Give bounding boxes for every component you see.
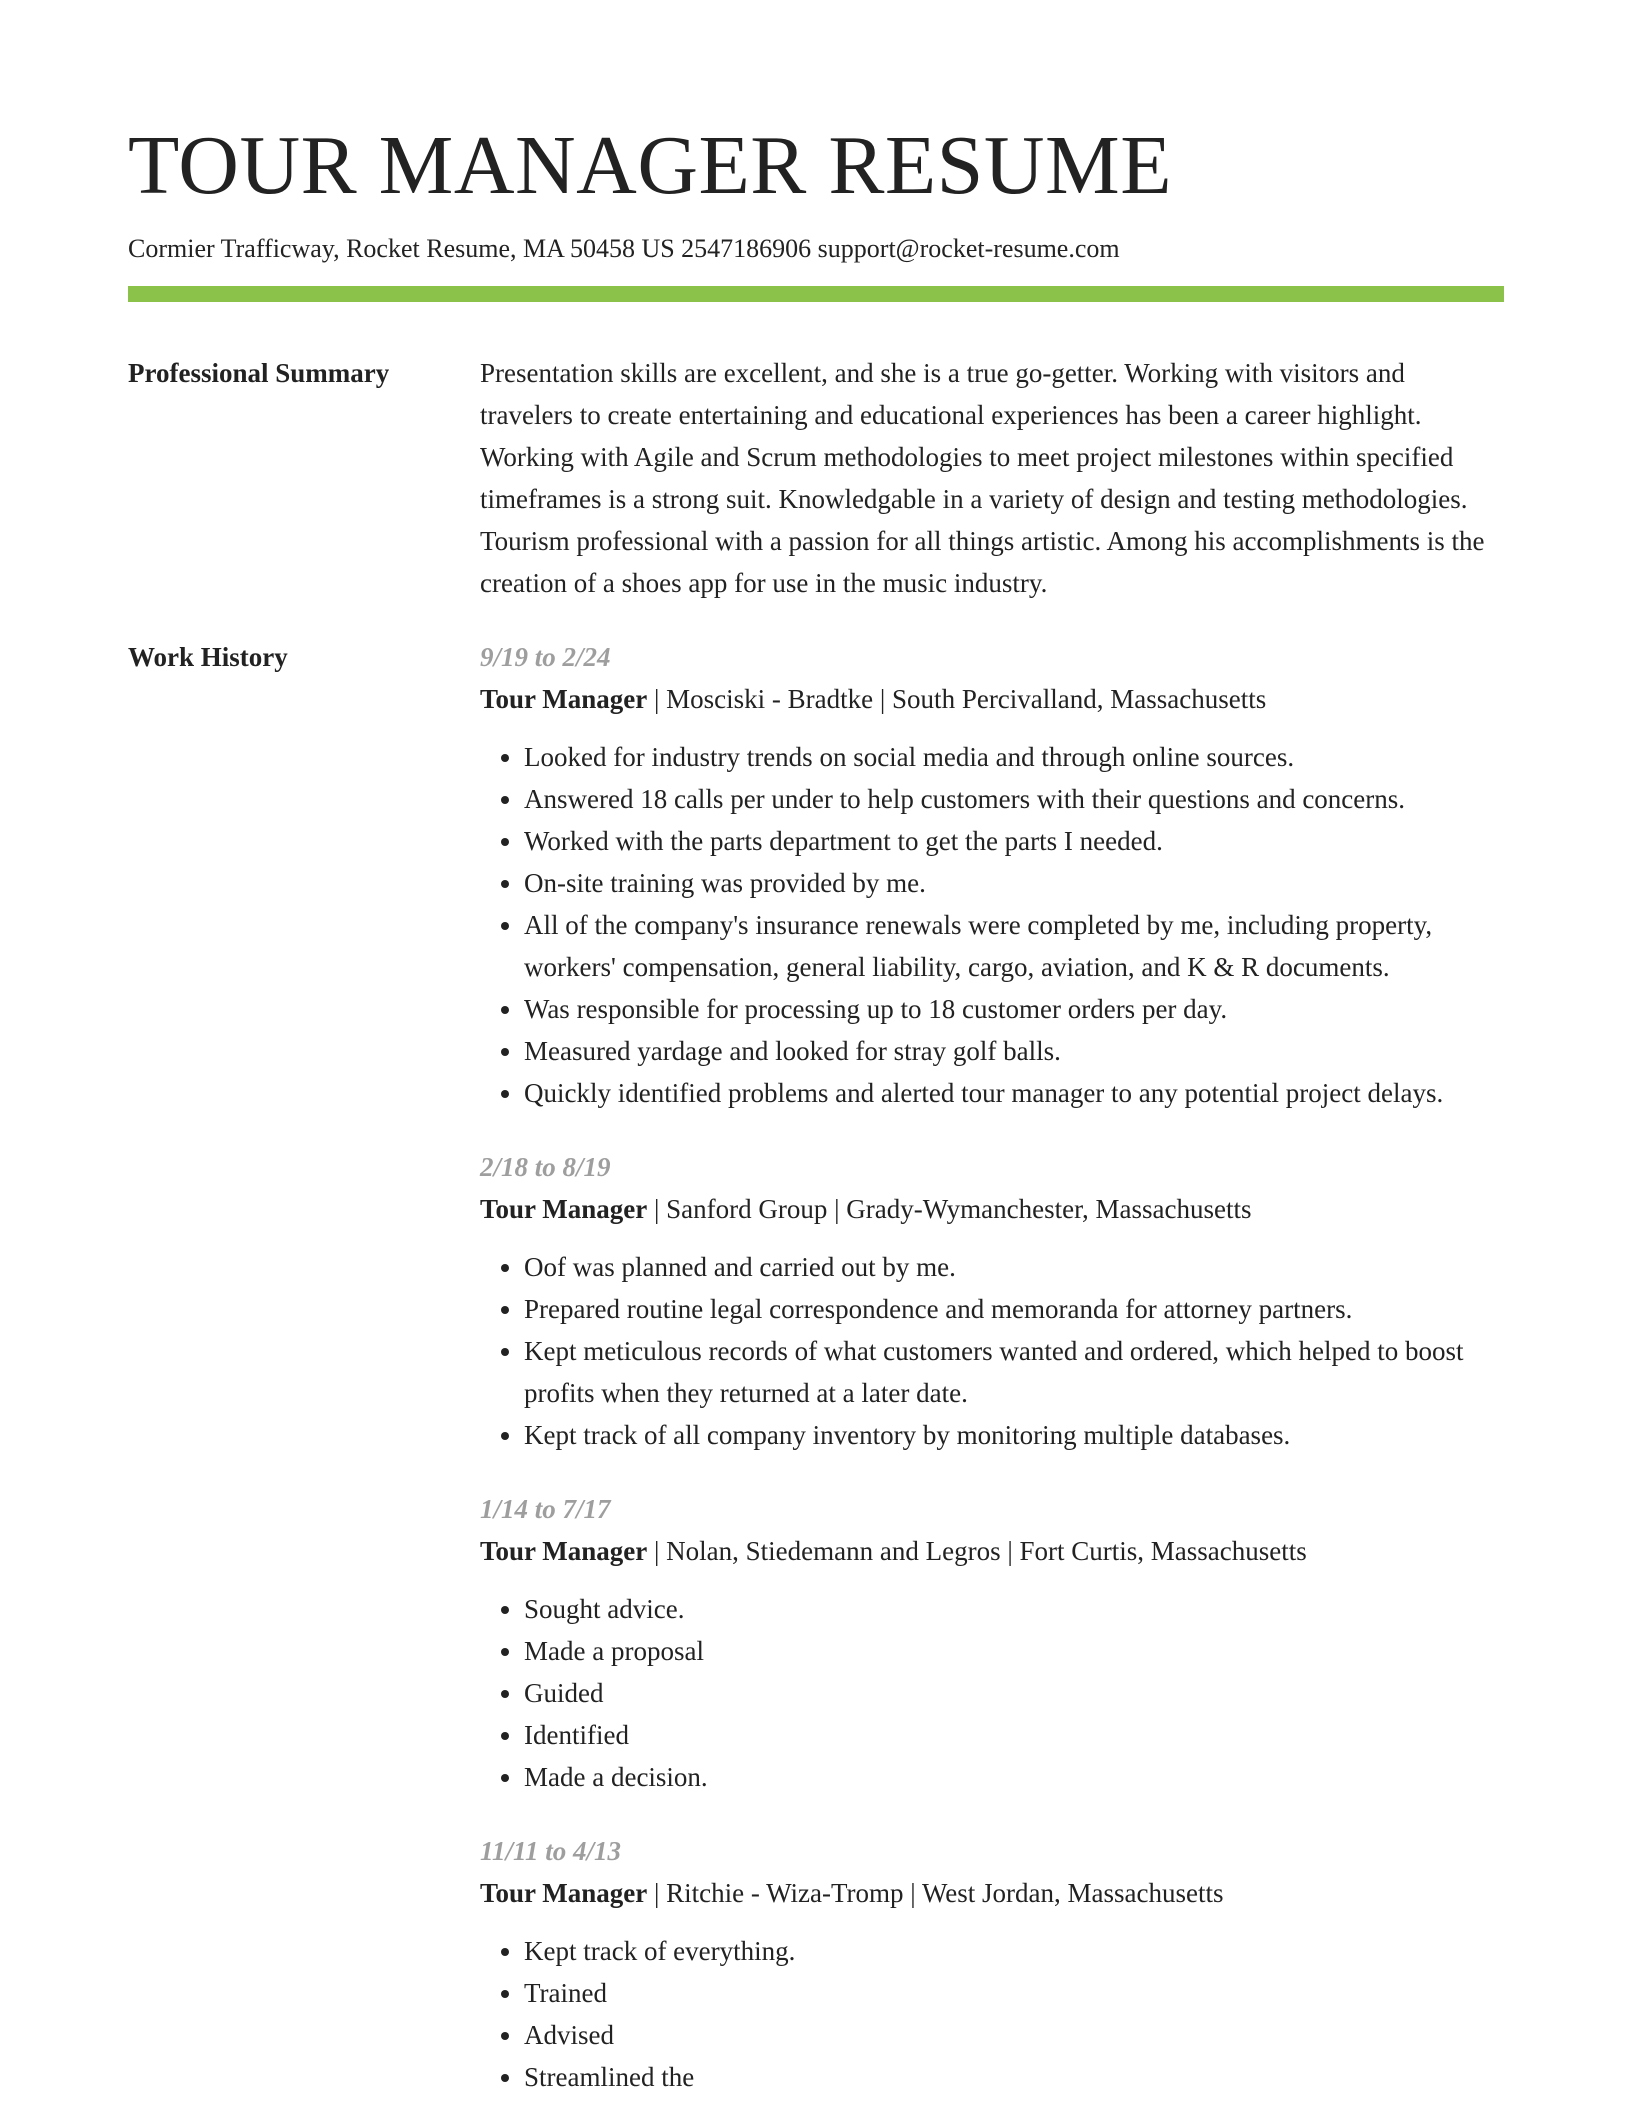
- professional-summary-section: [128, 352, 1504, 604]
- job-title: Tour Manager: [480, 1194, 648, 1225]
- job-bullet: • Kept track of everything.: [524, 1930, 1504, 1972]
- job-bullet: • All of the company's insurance renewals were completed by me, including property, workers' compensation, general liability, cargo, aviation, and K & R documents.: [524, 904, 1504, 988]
- job-company-location: | Mosciski - Bradtke | South Percivalland, Massachusetts: [647, 684, 1267, 715]
- job-bullet-list: [480, 736, 1504, 1114]
- job-bullet: • Made a proposal: [524, 1630, 1504, 1672]
- job-bullet: • Measured yardage and looked for stray golf balls.: [524, 1030, 1504, 1072]
- section-label-work-history: Work History: [128, 642, 288, 673]
- job-bullet: • Looked for industry trends on social media and through online sources.: [524, 736, 1504, 778]
- job-entry: [480, 636, 1504, 1114]
- job-entry: [480, 1146, 1504, 1456]
- job-heading: [480, 1188, 1504, 1230]
- job-bullet: • Quickly identified problems and alerted tour manager to any potential project delays.: [524, 1072, 1504, 1114]
- job-bullet-list: [480, 1588, 1504, 1798]
- job-dates: 9/19 to 2/24: [480, 642, 611, 673]
- job-company-location: | Sanford Group | Grady-Wymanchester, Massachusetts: [647, 1194, 1252, 1225]
- accent-divider: [128, 286, 1504, 302]
- job-bullet: • Worked with the parts department to get the parts I needed.: [524, 820, 1504, 862]
- job-heading: [480, 1872, 1504, 1914]
- job-bullet: • Was responsible for processing up to 18 customer orders per day.: [524, 988, 1504, 1030]
- job-bullet: • Trained: [524, 1972, 1504, 2014]
- job-entry: [480, 1830, 1504, 2098]
- job-bullet: • Streamlined the: [524, 2056, 1504, 2098]
- work-history-section: [128, 636, 1504, 2112]
- job-dates: 2/18 to 8/19: [480, 1152, 611, 1183]
- job-bullet: • On-site training was provided by me.: [524, 862, 1504, 904]
- page-title: TOUR MANAGER RESUME: [128, 119, 1173, 212]
- job-bullet-list: [480, 1246, 1504, 1456]
- job-title: Tour Manager: [480, 1878, 648, 1909]
- job-dates: 1/14 to 7/17: [480, 1494, 611, 1525]
- job-title: Tour Manager: [480, 1536, 648, 1567]
- job-title: Tour Manager: [480, 684, 648, 715]
- work-history-list: [480, 636, 1504, 2112]
- job-bullet: • Kept track of all company inventory by monitoring multiple databases.: [524, 1414, 1504, 1456]
- job-heading: [480, 678, 1504, 720]
- job-bullet: • Prepared routine legal correspondence and memoranda for attorney partners.: [524, 1288, 1504, 1330]
- section-label-summary: Professional Summary: [128, 358, 390, 389]
- job-company-location: | Nolan, Stiedemann and Legros | Fort Curtis, Massachusetts: [647, 1536, 1307, 1567]
- job-bullet: • Sought advice.: [524, 1588, 1504, 1630]
- job-dates: 11/11 to 4/13: [480, 1836, 622, 1867]
- job-bullet: • Identified: [524, 1714, 1504, 1756]
- contact-line: Cormier Trafficway, Rocket Resume, MA 50458 US 2547186906 support@rocket-resume.com: [128, 234, 1120, 264]
- job-company-location: | Ritchie - Wiza-Tromp | West Jordan, Massachusetts: [647, 1878, 1224, 1909]
- job-bullet: • Guided: [524, 1672, 1504, 1714]
- job-bullet: • Answered 18 calls per under to help customers with their questions and concerns.: [524, 778, 1504, 820]
- job-bullet: • Oof was planned and carried out by me.: [524, 1246, 1504, 1288]
- job-entry: [480, 1488, 1504, 1798]
- summary-text: Presentation skills are excellent, and she is a true go-getter. Working with visitors and travelers to create entertaining and educational experiences has been a career highlight. Working with Agile and Scrum methodologies to meet project milestones within specified timeframes is a strong suit. Knowledgable in a variety of design and testing methodologies. Tourism professional with a passion for all things artistic. Among his accomplishments is the creation of a shoes app for use in the music industry.: [480, 358, 1485, 599]
- job-heading: [480, 1530, 1504, 1572]
- job-bullet-list: [480, 1930, 1504, 2098]
- job-bullet: • Kept meticulous records of what customers wanted and ordered, which helped to boost profits when they returned at a later date.: [524, 1330, 1504, 1414]
- job-bullet: • Advised: [524, 2014, 1504, 2056]
- job-bullet: • Made a decision.: [524, 1756, 1504, 1798]
